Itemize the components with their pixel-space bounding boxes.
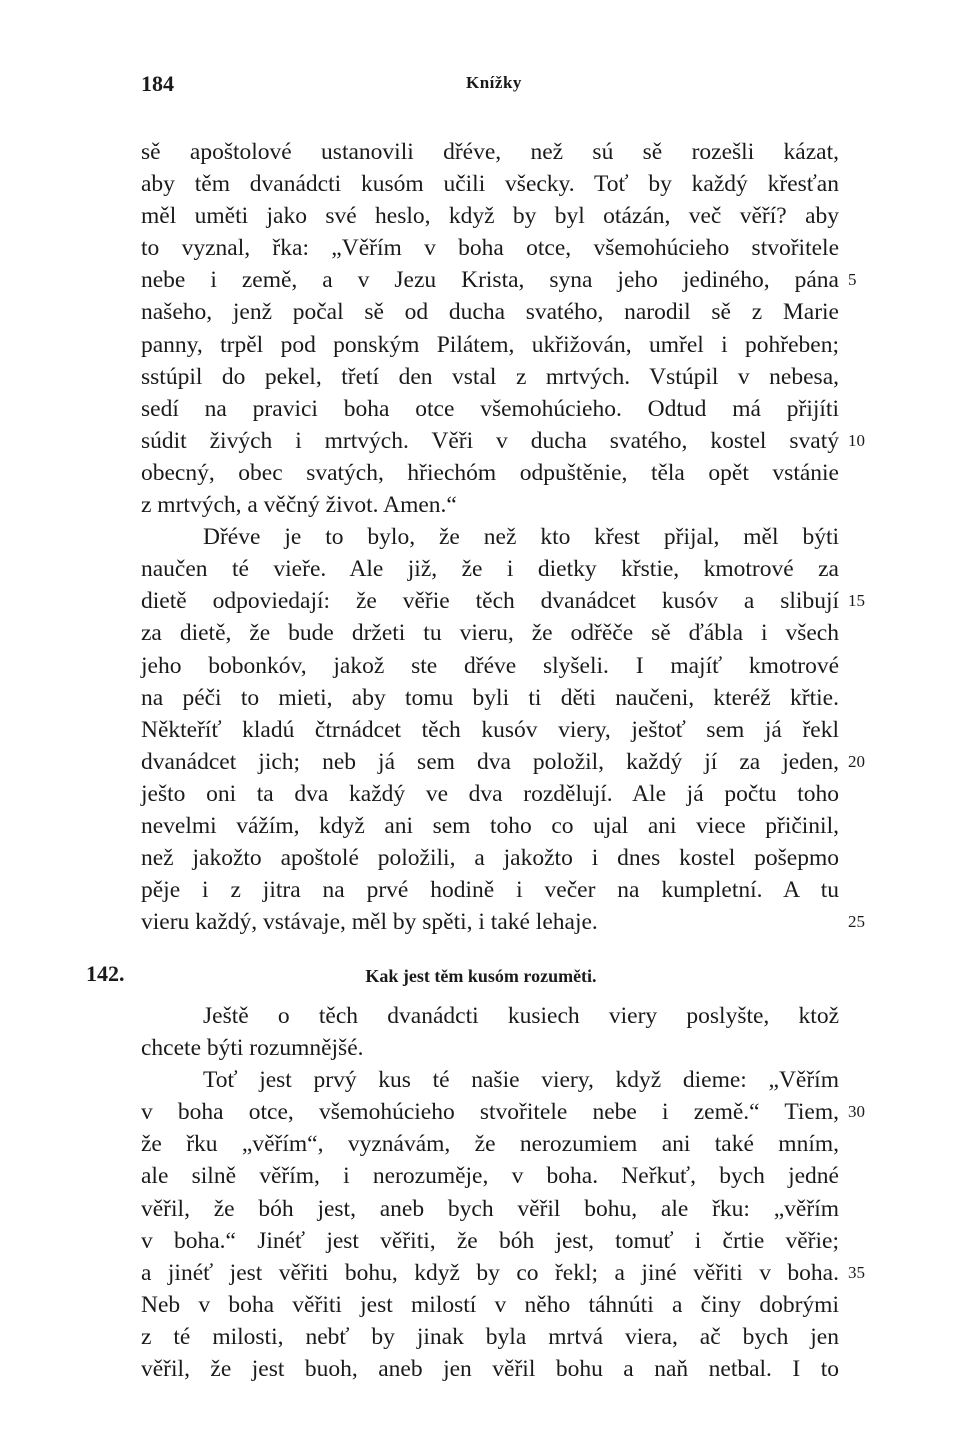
line-text: než jakožto apoštolé položili, a jakožto i dnes kostel pošepmo bbox=[141, 845, 839, 872]
text-line bbox=[141, 232, 839, 264]
text-line bbox=[141, 874, 839, 906]
line-number: 15 bbox=[848, 591, 865, 611]
text-line bbox=[141, 1096, 865, 1128]
line-text: Dřéve je to bylo, že než kto křest přijal, měl býti bbox=[203, 524, 839, 551]
line-number: 5 bbox=[848, 270, 857, 290]
text-line bbox=[141, 136, 839, 168]
line-text: z mrtvých, a věčný život. Amen.“ bbox=[141, 492, 457, 519]
line-text: ale silně věřím, i nerozuměje, v boha. Neřkuť, bych jedné bbox=[141, 1163, 839, 1190]
line-text: to vyznal, řka: „Věřím v boha otce, všemohúcieho stvořitele bbox=[141, 235, 839, 262]
line-text: dietě odpoviedají: že věřie těch dvanádcet kusóv a slibují bbox=[141, 588, 839, 615]
text-line bbox=[141, 1353, 839, 1385]
line-number: 30 bbox=[848, 1102, 865, 1122]
page-number: 184 bbox=[141, 71, 174, 96]
line-number: 35 bbox=[848, 1262, 865, 1282]
line-text: naučen té vieře. Ale již, že i dietky křstie, kmotrové za bbox=[141, 556, 839, 583]
text-line bbox=[141, 200, 839, 232]
text-line bbox=[141, 714, 839, 746]
section-title: Kak jest těm kusóm rozuměti. bbox=[365, 966, 597, 986]
text-line bbox=[141, 1064, 839, 1096]
text-line bbox=[141, 1257, 865, 1289]
line-text: ješto oni ta dva každý ve dva rozdělují. Ale já počtu toho bbox=[141, 780, 839, 807]
line-text: dvanádcet jich; neb já sem dva položil, každý jí za jeden, bbox=[141, 748, 839, 775]
text-line bbox=[141, 585, 865, 617]
line-text: sstúpil do pekel, třetí den vstal z mrtvých. Vstúpil v nebesa, bbox=[141, 363, 839, 390]
text-line bbox=[141, 264, 857, 296]
line-text: aby těm dvanádcti kusóm učili všecky. Toť by každý křesťan bbox=[141, 171, 839, 198]
text-line bbox=[141, 1321, 839, 1353]
line-text: věřil, že bóh jest, aneb bych věřil bohu, ale řku: „věřím bbox=[141, 1195, 839, 1222]
text-line bbox=[141, 746, 865, 778]
line-text: nevelmi vážím, když ani sem toho co ujal ani viece přičinil, bbox=[141, 812, 839, 839]
text-line bbox=[141, 393, 839, 425]
line-text: Ještě o těch dvanádcti kusiech viery poslyšte, ktož bbox=[203, 1003, 839, 1029]
text-line bbox=[141, 1160, 839, 1192]
line-text: pěje i z jitra na prvé hodině i večer na kumpletní. A tu bbox=[141, 877, 839, 904]
line-text: sedí na pravici boha otce všemohúcieho. Odtud má přijíti bbox=[141, 395, 839, 422]
text-line bbox=[141, 1032, 839, 1064]
running-head: Knížky bbox=[466, 73, 522, 92]
text-line bbox=[141, 810, 839, 842]
line-text: měl uměti jako své heslo, když by byl otázán, več věří? aby bbox=[141, 203, 839, 230]
text-line bbox=[141, 457, 839, 489]
text-line bbox=[141, 617, 839, 649]
text-line bbox=[141, 906, 865, 938]
line-text: obecný, obec svatých, hřiechóm odpuštěnie, těla opět vstánie bbox=[141, 459, 839, 486]
line-text: v boha.“ Jinéť jest věřiti, že bóh jest, tomuť i črtie věřie; bbox=[141, 1227, 839, 1254]
text-line bbox=[141, 842, 839, 874]
text-line bbox=[141, 1128, 839, 1160]
text-line bbox=[141, 1000, 839, 1032]
text-line bbox=[141, 425, 865, 457]
line-text: Někteříť kladú čtrnádcet těch kusóv viery, ještoť sem já řekl bbox=[141, 716, 839, 743]
line-text: za dietě, že bude držeti tu vieru, že odřěče sě ďábla i všech bbox=[141, 620, 839, 647]
text-line bbox=[141, 682, 839, 714]
line-text: jeho bobonkóv, jakož ste dřéve slyšeli. I majíť kmotrové bbox=[141, 652, 839, 679]
text-line bbox=[141, 168, 839, 200]
line-text: chcete býti rozumnějšé. bbox=[141, 1035, 364, 1062]
text-block-lower bbox=[141, 1000, 865, 1385]
text-block-upper bbox=[141, 136, 865, 938]
line-text: sě apoštolové ustanovili dřéve, než sú sě rozešli kázat, bbox=[141, 139, 839, 165]
line-text: súdit živých i mrtvých. Věři v ducha svatého, kostel svatý bbox=[141, 427, 839, 454]
line-text: v boha otce, všemohúcieho stvořitele nebe i země.“ Tiem, bbox=[141, 1099, 839, 1126]
text-line bbox=[141, 1289, 839, 1321]
line-text: na péči to mieti, aby tomu byli ti děti naučeni, kteréž křtie. bbox=[141, 684, 839, 711]
text-line bbox=[141, 489, 839, 521]
line-text: Toť jest prvý kus té našie viery, když dieme: „Věřím bbox=[203, 1067, 839, 1094]
text-line bbox=[141, 296, 839, 328]
text-line bbox=[141, 778, 839, 810]
line-text: vieru každý, vstávaje, měl by spěti, i také lehaje. bbox=[141, 909, 598, 936]
text-line bbox=[141, 521, 839, 553]
line-number: 20 bbox=[848, 751, 865, 771]
line-text: našeho, jenž počal sě od ducha svatého, narodil sě z Marie bbox=[141, 299, 839, 326]
text-line bbox=[141, 650, 839, 682]
line-text: a jinéť jest věřiti bohu, když by co řekl; a jiné věřiti v boha. bbox=[141, 1259, 839, 1286]
line-number: 10 bbox=[848, 430, 865, 450]
line-text: z té milosti, nebť by jinak byla mrtvá viera, ač bych jen bbox=[141, 1323, 839, 1350]
text-line bbox=[141, 553, 839, 585]
line-text: věřil, že jest buoh, aneb jen věřil bohu a naň netbal. I to bbox=[141, 1356, 839, 1383]
line-number: 25 bbox=[848, 912, 865, 932]
section-number: 142. bbox=[86, 961, 125, 986]
text-line bbox=[141, 361, 839, 393]
text-line bbox=[141, 1193, 839, 1225]
section-heading bbox=[86, 958, 846, 992]
text-line bbox=[141, 329, 839, 361]
line-text: panny, trpěl pod ponským Pilátem, ukřižován, umřel i pohřeben; bbox=[141, 331, 839, 358]
line-text: že řku „věřím“, vyznávám, že nerozumiem ani také mním, bbox=[141, 1131, 839, 1158]
text-line bbox=[141, 1225, 839, 1257]
line-text: nebe i země, a v Jezu Krista, syna jeho jediného, pána bbox=[141, 267, 839, 294]
line-text: Neb v boha věřiti jest milostí v něho táhnúti a činy dobrými bbox=[141, 1291, 839, 1318]
